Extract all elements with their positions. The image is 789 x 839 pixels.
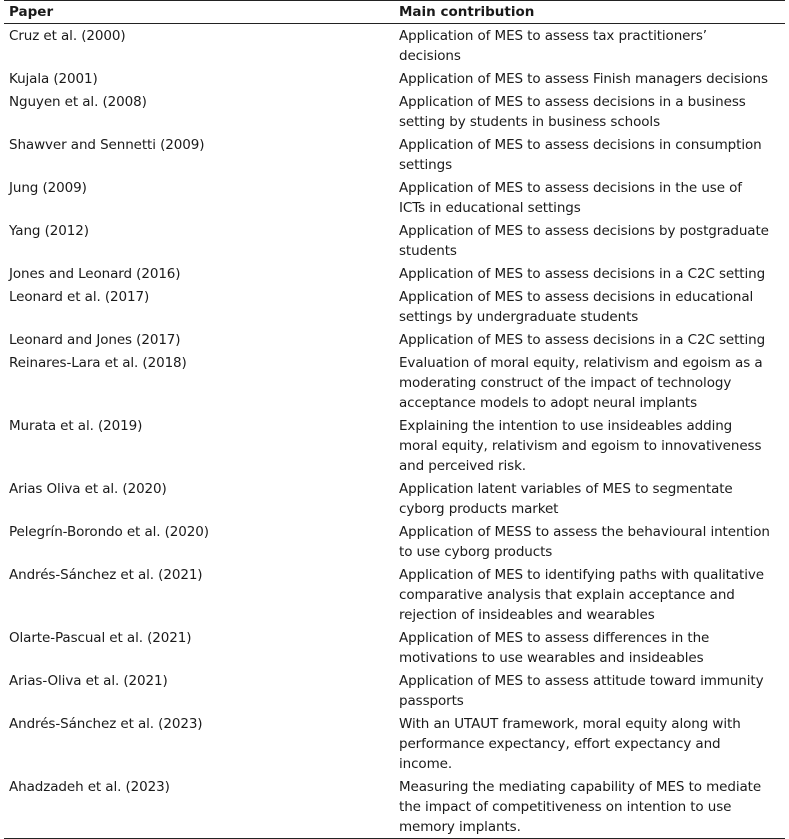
table-row bbox=[4, 285, 785, 328]
column-header-paper: Paper bbox=[4, 1, 394, 24]
table-row bbox=[4, 262, 785, 285]
contribution-cell: Application of MESS to assess the behavioural intention to use cyborg products bbox=[399, 524, 770, 560]
table-row bbox=[4, 626, 785, 669]
table-row bbox=[4, 351, 785, 414]
table-row bbox=[4, 477, 785, 520]
paper-cell: Jung (2009) bbox=[9, 180, 87, 196]
paper-cell: Olarte-Pascual et al. (2021) bbox=[9, 630, 192, 646]
table-row bbox=[4, 775, 785, 838]
contribution-cell: Application of MES to assess attitude toward immunity passports bbox=[399, 673, 764, 709]
paper-cell: Arias-Oliva et al. (2021) bbox=[9, 673, 168, 689]
paper-cell: Kujala (2001) bbox=[9, 71, 98, 87]
table-row bbox=[4, 219, 785, 262]
contribution-cell: Application of MES to assess decisions in a C2C setting bbox=[399, 266, 766, 282]
table-header bbox=[4, 1, 785, 24]
contribution-cell: Application of MES to assess decisions in a C2C setting bbox=[399, 332, 766, 348]
paper-cell: Shawver and Sennetti (2009) bbox=[9, 137, 205, 153]
table-row bbox=[4, 328, 785, 351]
contribution-cell: Application of MES to assess decisions in consumption settings bbox=[399, 137, 762, 173]
contribution-cell: Explaining the intention to use insideables adding moral equity, relativism and egoism to innovativeness and perceived risk. bbox=[399, 418, 762, 474]
paper-cell: Pelegrín-Borondo et al. (2020) bbox=[9, 524, 209, 540]
paper-cell: Murata et al. (2019) bbox=[9, 418, 143, 434]
paper-cell: Andrés-Sánchez et al. (2021) bbox=[9, 567, 203, 583]
paper-cell: Ahadzadeh et al. (2023) bbox=[9, 779, 170, 795]
column-header-contribution: Main contribution bbox=[394, 1, 785, 24]
table-row bbox=[4, 176, 785, 219]
table-row bbox=[4, 669, 785, 712]
literature-table-container bbox=[4, 0, 785, 839]
table-row bbox=[4, 563, 785, 626]
table-row bbox=[4, 712, 785, 775]
contribution-cell: Application latent variables of MES to segmentate cyborg products market bbox=[399, 481, 733, 517]
paper-cell: Leonard and Jones (2017) bbox=[9, 332, 181, 348]
contribution-cell: Application of MES to assess differences in the motivations to use wearables and insideables bbox=[399, 630, 710, 666]
paper-cell: Leonard et al. (2017) bbox=[9, 289, 150, 305]
contribution-cell: Evaluation of moral equity, relativism and egoism as a moderating construct of the impact of technology acceptance models to adopt neural implants bbox=[399, 355, 763, 411]
literature-table bbox=[4, 1, 785, 838]
contribution-cell: Application of MES to assess decisions by postgraduate students bbox=[399, 223, 769, 259]
table-row bbox=[4, 414, 785, 477]
table-row bbox=[4, 133, 785, 176]
contribution-cell: Application of MES to assess decisions in educational settings by undergraduate students bbox=[399, 289, 754, 325]
table-row bbox=[4, 90, 785, 133]
contribution-cell: Application of MES to assess tax practitioners’ decisions bbox=[399, 28, 707, 64]
table-body bbox=[4, 24, 785, 839]
contribution-cell: With an UTAUT framework, moral equity along with performance expectancy, effort expectancy and income. bbox=[399, 716, 741, 772]
table-row bbox=[4, 24, 785, 68]
contribution-cell: Application of MES to identifying paths with qualitative comparative analysis that explain acceptance and rejection of insideables and wearables bbox=[399, 567, 764, 623]
contribution-cell: Application of MES to assess Finish managers decisions bbox=[399, 71, 768, 87]
contribution-cell: Application of MES to assess decisions in the use of ICTs in educational settings bbox=[399, 180, 742, 216]
paper-cell: Cruz et al. (2000) bbox=[9, 28, 126, 44]
paper-cell: Arias Oliva et al. (2020) bbox=[9, 481, 167, 497]
contribution-cell: Application of MES to assess decisions in a business setting by students in business schools bbox=[399, 94, 746, 130]
paper-cell: Yang (2012) bbox=[9, 223, 89, 239]
header-row bbox=[4, 1, 785, 24]
paper-cell: Reinares-Lara et al. (2018) bbox=[9, 355, 187, 371]
paper-cell: Jones and Leonard (2016) bbox=[9, 266, 181, 282]
contribution-cell: Measuring the mediating capability of MES to mediate the impact of competitiveness on intention to use memory implants. bbox=[399, 779, 762, 835]
table-row bbox=[4, 520, 785, 563]
paper-cell: Nguyen et al. (2008) bbox=[9, 94, 147, 110]
table-row bbox=[4, 67, 785, 90]
paper-cell: Andrés-Sánchez et al. (2023) bbox=[9, 716, 203, 732]
